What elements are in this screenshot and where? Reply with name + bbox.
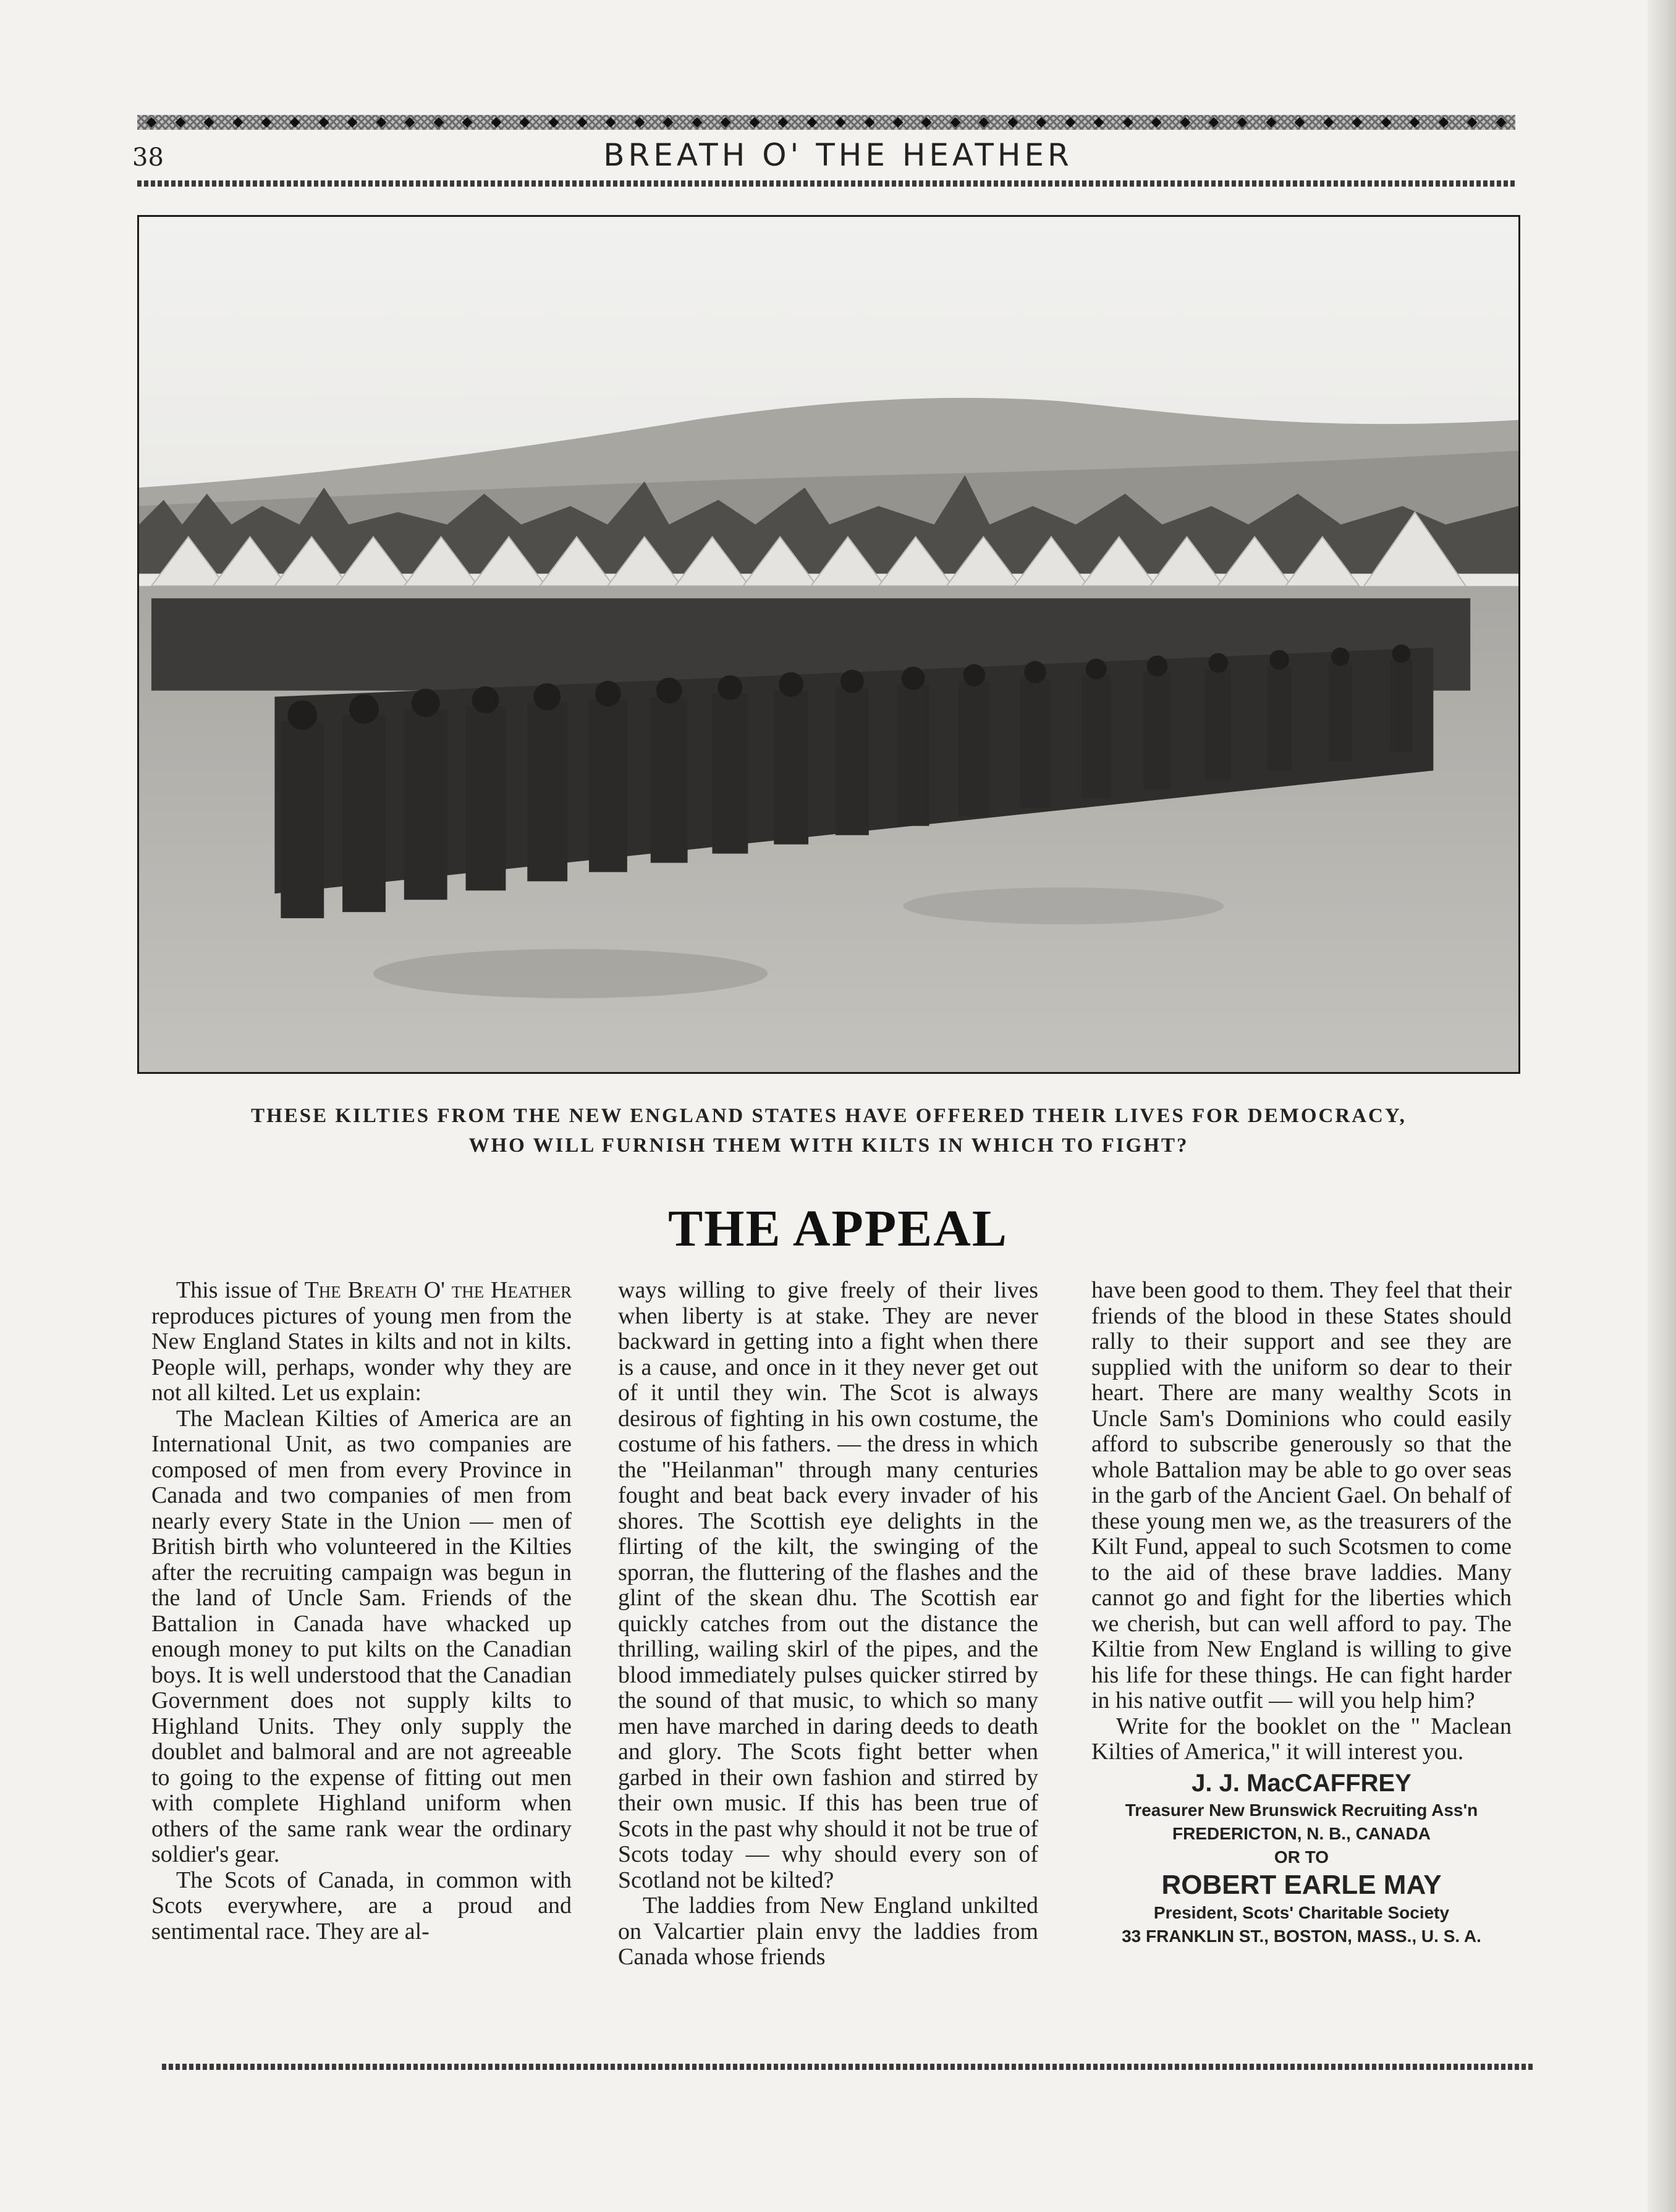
paragraph: ways willing to give freely of their lives when liberty is at stake. They are never backward in getting into a fight when there is a cause, and once in it they never get out of it until they win. The Scot is always desirous of fighting in his own costume, the costume of his fathers. — the dress in which the "Heilanman" through many centuries fought and beat back every invader of his shores. The Scottish eye delights in the flirting of the kilt, the swinging of the sporran, the fluttering of the flashes and the glint of the skean dhu. The Scottish ear quickly catches from out the distance the thrilling, wailing skirl of the pipes, and the blood immediately pulses quicker stirred by the sound of that music, to which so many men have marched in daring deeds to death and glory. The Scots fight better when garbed in their own fashion and stirred by their own music. If this has been true of Scots in the past why should it not be true of Scots today — why should every son of Scotland not be kilted? — [618, 1277, 1038, 1893]
signature-address-1: FREDERICTON, N. B., CANADA — [1172, 1823, 1431, 1843]
paragraph: Write for the booklet on the " Maclean Kilties of America," it will interest you. — [1091, 1713, 1512, 1765]
signature-name-1: J. J. MacCAFFREY — [1191, 1769, 1411, 1797]
caption-line-2: WHO WILL FURNISH THEM WITH KILTS IN WHICH TO FIGHT? — [468, 1134, 1189, 1157]
signature-address-2: 33 FRANKLIN ST., BOSTON, MASS., U. S. A. — [1122, 1926, 1481, 1946]
paragraph — [151, 1278, 572, 1406]
header-ornament-band — [137, 115, 1515, 130]
signature-name-2: ROBERT EARLE MAY — [1161, 1869, 1442, 1900]
article-column-2 — [618, 1278, 1038, 1970]
article-column-3 — [1091, 1278, 1512, 1948]
signature-title-1: Treasurer New Brunswick Recruiting Ass'n — [1125, 1800, 1478, 1820]
text-run: This issue of — [176, 1277, 305, 1303]
paragraph: The laddies from New England unkilted on Valcartier plain envy the laddies from Canada whose friends — [618, 1893, 1038, 1970]
paragraph: The Scots of Canada, in common with Scots everywhere, are a proud and sentimental race. They are al- — [151, 1867, 572, 1944]
text-run: reproduces pictures of young men from the New England States in kilts and not in kilts. People will, perhaps, wonder why they are not all kilted. Let us explain: — [151, 1302, 572, 1406]
signature-or: OR TO — [1274, 1847, 1329, 1867]
kilties-photo — [137, 215, 1520, 1074]
footer-rule — [162, 2064, 1534, 2070]
signature-title-2: President, Scots' Charitable Society — [1153, 1902, 1450, 1922]
page-edge — [1648, 0, 1676, 2212]
photo-caption — [137, 1101, 1520, 1160]
header-rule — [137, 180, 1515, 187]
page-number: 38 — [132, 143, 164, 172]
paragraph: The Maclean Kilties of America are an International Unit, as two companies are composed of men from every Province in Canada and two companies of men from nearly every State in the Union — men of British birth who volunteered in the Kilties after the recruiting campaign was begun in the land of Uncle Sam. Friends of the Battalion in Canada have whacked up enough money to put kilts on the Canadian boys. It is well understood that the Canadian Government does not supply kilts to Highland Units. They only supply the doublet and balmoral and are not agreeable to going to the expense of fitting out men with complete Highland uniform when others of the same rank wear the ordinary soldier's gear. — [151, 1405, 572, 1867]
paragraph: have been good to them. They feel that their friends of the blood in these States should rally to their support and see they are supplied with the uniform so dear to their heart. There are many wealthy Scots in Uncle Sam's Dominions who could easily afford to subscribe generously so that the whole Battalion may be able to go over seas in the garb of the Ancient Gael. On behalf of these young men we, as the treasurers of the Kilt Fund, appeal to such Scotsmen to come to the aid of these brave laddies. Many cannot go and fight for the liberties which we cherish, but can well afford to pay. The Kiltie from New England is willing to give his life for these things. He can fight harder in his native outfit — will you help him? — [1091, 1277, 1512, 1713]
article-column-1 — [151, 1278, 572, 1944]
running-title: BREATH O' THE HEATHER — [603, 137, 1073, 173]
publication-name: The Breath O' the Heather — [304, 1277, 572, 1303]
caption-line-1: THESE KILTIES FROM THE NEW ENGLAND STATES HAVE OFFERED THEIR LIVES FOR DEMOCRACY, — [251, 1105, 1407, 1127]
article-title: THE APPEAL — [668, 1200, 1008, 1257]
